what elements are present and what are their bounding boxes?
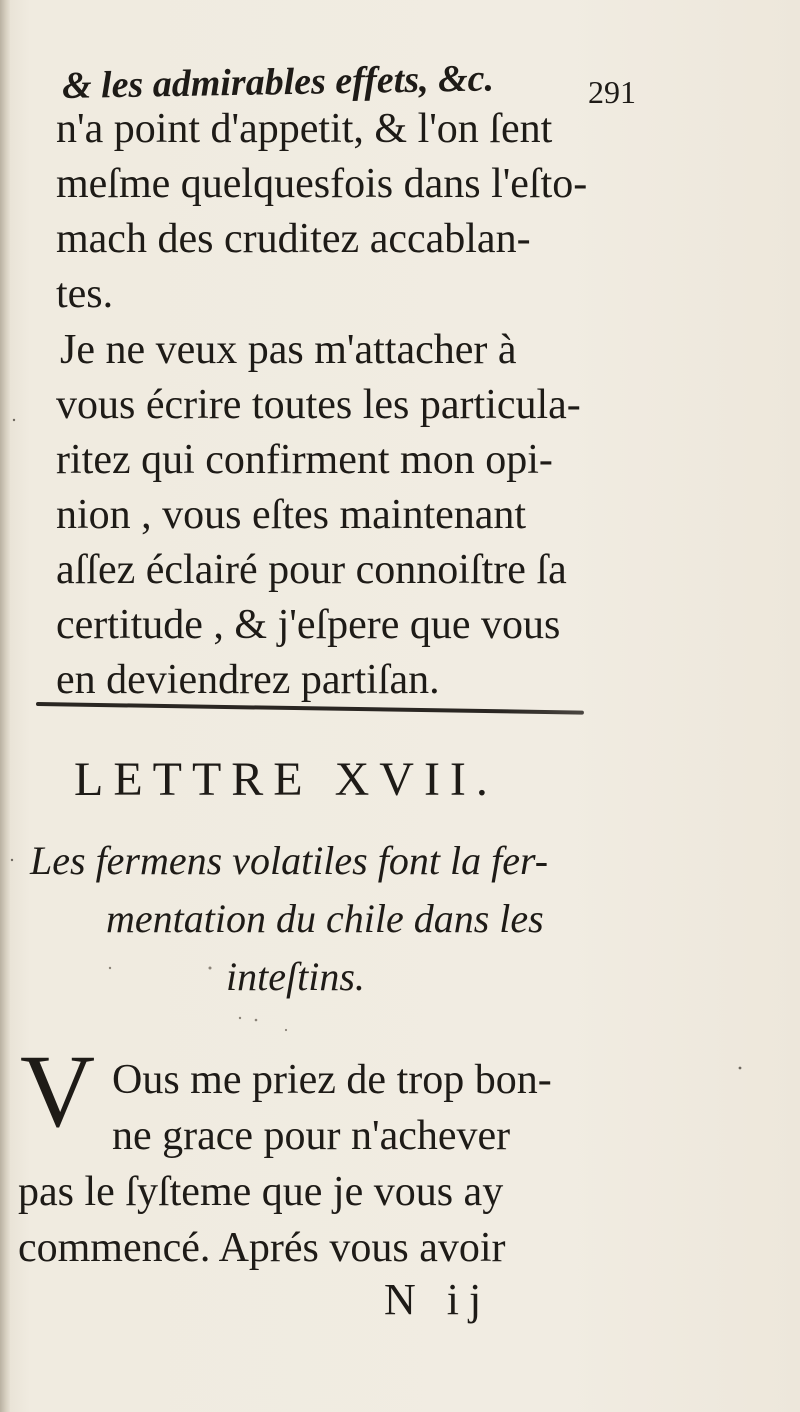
summary-line: inteſtins.: [226, 954, 365, 999]
text-line: ne grace pour n'achever: [112, 1113, 511, 1159]
text-line: n'a point d'appetit, & l'on ſent: [56, 106, 553, 152]
summary-line: mentation du chile dans les: [106, 896, 544, 941]
drop-cap: V: [20, 1034, 96, 1149]
text-line: tes.: [56, 271, 114, 317]
text-line: meſme quelquesfois dans l'eſto-: [56, 161, 588, 207]
summary-line: Les fermens volatiles font la fer-: [30, 838, 549, 883]
letter-body: [18, 1052, 628, 1276]
text-line: certitude , & j'eſpere que vous: [56, 602, 561, 648]
running-head-title: & les admirables effets, &c.: [61, 57, 495, 107]
text-line: mach des cruditez accablan-: [56, 216, 531, 262]
page-gutter: [0, 0, 10, 1412]
text-line: commencé. Aprés vous avoir: [18, 1225, 506, 1271]
text-line: nion , vous eſtes maintenant: [56, 492, 527, 538]
text-line: vous écrire toutes les particula-: [56, 382, 581, 428]
text-line: Je ne veux pas m'attacher à: [60, 327, 517, 373]
text-line: pas le ſyſteme que je vous ay: [18, 1169, 504, 1215]
paragraph-two: [56, 323, 636, 708]
text-line: Ous me priez de trop bon-: [112, 1057, 552, 1103]
text-line: ritez qui confirment mon opi-: [56, 437, 553, 483]
text-line: en deviendrez partiſan.: [56, 657, 440, 703]
text-line: aſſez éclairé pour connoiſtre ſa: [56, 547, 567, 593]
letter-heading: LETTRE XVII.: [74, 753, 498, 806]
page-number: 291: [588, 74, 636, 110]
letter-summary: [30, 832, 610, 1006]
signature-mark: N ij: [384, 1275, 492, 1324]
paragraph-continued: [56, 102, 636, 322]
